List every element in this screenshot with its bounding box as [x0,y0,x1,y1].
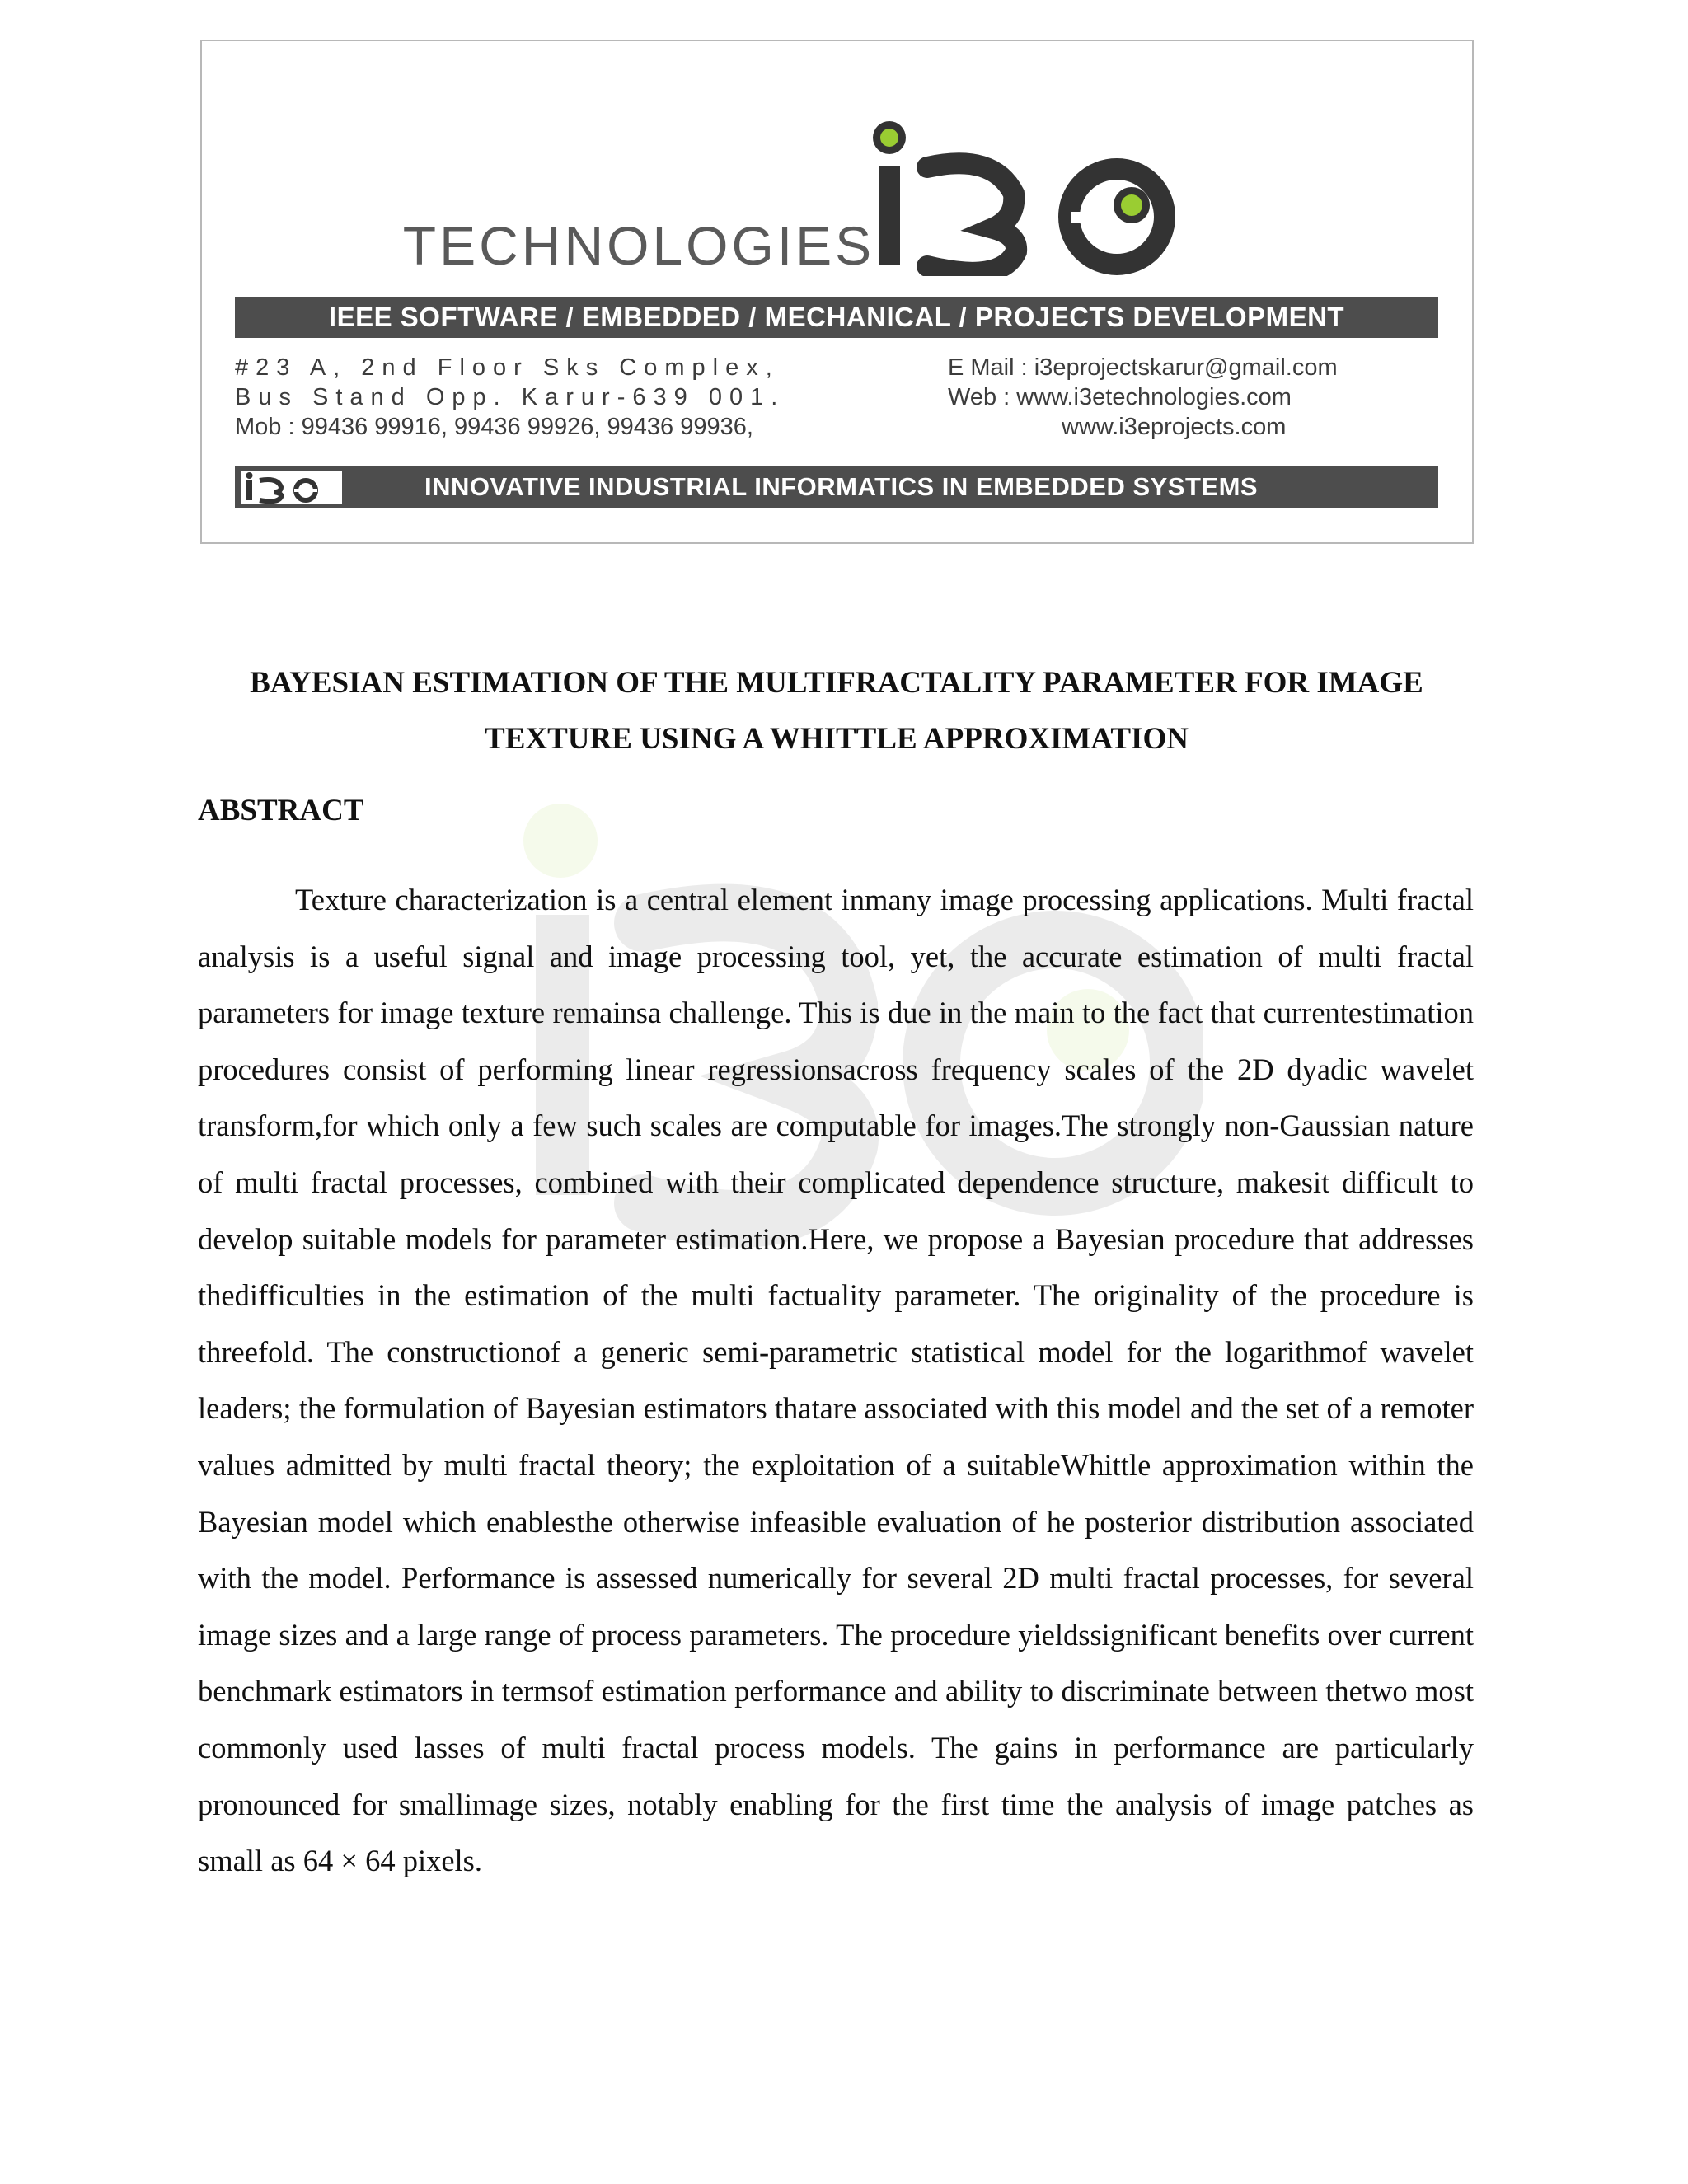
services-bar: IEEE SOFTWARE / EMBEDDED / MECHANICAL / PROJECTS DEVELOPMENT [235,297,1438,338]
abstract-paragraph: Texture characterization is a central element inmany image processing applications. Multi fractal analysis is a useful signal and image processing tool, yet, the accurate estimation of multi fractal parameters for image texture remainsa challenge. This is due in the main to the fact that currentestimation procedures consist of performing linear regressionsacross frequency scales of the 2D dyadic wavelet transform,for which only a few such scales are computable for images.The strongly non-Gaussian nature of multi fractal processes, combined with their complicated dependence structure, makesit difficult to develop suitable models for parameter estimation.Here, we propose a Bayesian procedure that addresses thedifficulties in the estimation of the multi factuality parameter. The originality of the procedure is threefold. The constructionof a generic semi-parametric statistical model for the logarithmof wavelet leaders; the formulation of Bayesian estimators thatare associated with this model and the set of a remoter values admitted by multi fractal theory; the exploitation of a suitableWhittle approximation within the Bayesian model which enablesthe otherwise infeasible evaluation of he posterior distribution associated with the model. Performance is assessed numerically for several 2D multi fractal processes, for several image sizes and a large range of process parameters. The procedure yieldssignificant benefits over current benchmark estimators in termsof estimation performance and ability to discriminate between thetwo most commonly used lasses of multi fractal process models. The gains in performance are particularly pronounced for smallimage sizes, notably enabling for the first time the analysis of image patches as small as 64 × 64 pixels. [198,883,1474,1878]
address-line: #23 A, 2nd Floor Sks Complex, [235,354,780,381]
address-line: Bus Stand Opp. Karur-639 001. [235,384,785,410]
website-secondary: www.i3eprojects.com [1062,414,1287,440]
brand-name: TECHNOLOGIES [402,215,875,276]
address-block [235,353,785,442]
website-primary: Web : www.i3etechnologies.com [948,384,1292,410]
company-logo [672,74,1232,321]
paper-title: BAYESIAN ESTIMATION OF THE MULTIFRACTALITY PARAMETER FOR IMAGE TEXTURE USING A WHITTLE APPROXIMATION [250,666,1423,756]
small-logo-icon [241,471,342,504]
tagline-bar [235,466,1438,508]
mobile-numbers: Mob : 99436 99916, 99436 99926, 99436 99936, [235,414,753,440]
company-banner [200,40,1474,544]
email-address: E Mail : i3eprojectskarur@gmail.com [948,354,1338,381]
section-heading-abstract: ABSTRACT [198,794,364,827]
tagline-text: INNOVATIVE INDUSTRIAL INFORMATICS IN EMBEDDED SYSTEMS [424,472,1259,501]
contact-block [948,353,1338,442]
